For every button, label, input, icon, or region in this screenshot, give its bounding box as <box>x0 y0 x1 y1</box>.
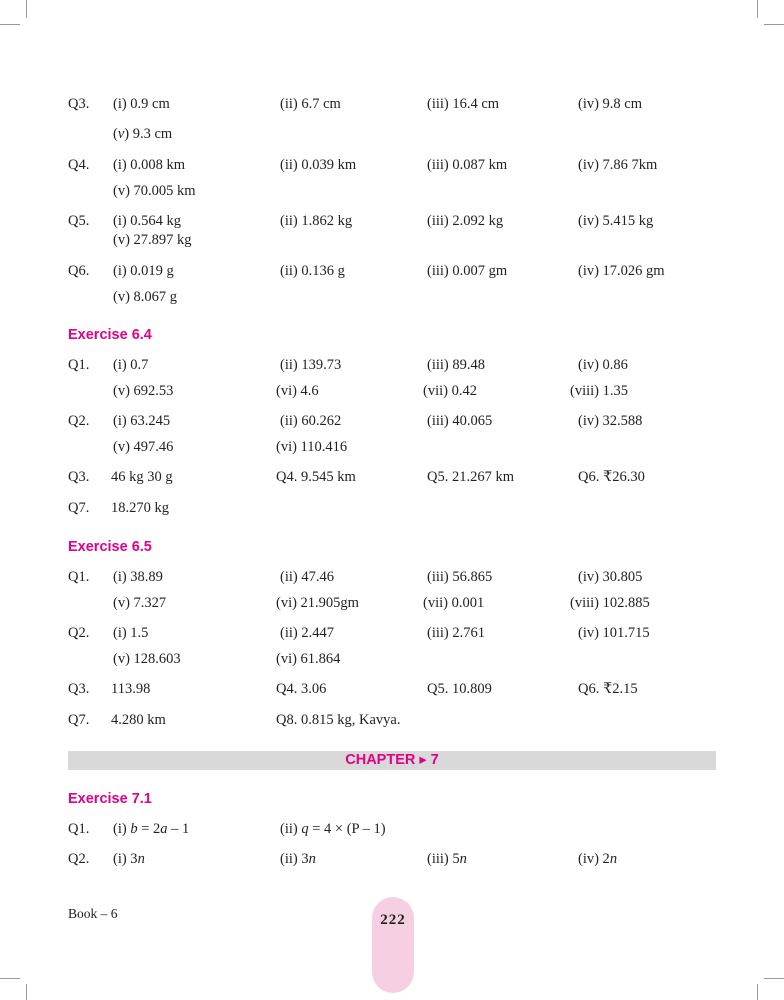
answer: (v) 8.067 g <box>113 289 178 305</box>
question-label: Q6. <box>68 263 90 279</box>
answer: (iii) 56.865 <box>427 569 493 585</box>
answer: (iii) 5n <box>427 851 467 867</box>
question-label: Q2. <box>68 413 90 429</box>
question-label: Q1. <box>68 821 90 837</box>
question-label: Q3. <box>68 96 90 112</box>
answer: (vi) 4.6 <box>276 383 319 399</box>
answer: (iii) 0.007 gm <box>427 263 508 279</box>
answer: 18.270 kg <box>111 500 169 516</box>
crop-mark <box>764 24 784 25</box>
answer: (i) 0.9 cm <box>113 96 170 112</box>
page-number: 222 <box>380 912 406 928</box>
answer: Q8. 0.815 kg, Kavya. <box>276 712 401 728</box>
chapter-title: CHAPTER ▸ 7 <box>345 752 439 768</box>
answer: (v) 9.3 cm <box>113 126 173 142</box>
question-label: Q3. <box>68 469 90 485</box>
answer: (iii) 16.4 cm <box>427 96 500 112</box>
answer: (i) 0.019 g <box>113 263 174 279</box>
crop-mark <box>764 978 784 979</box>
crop-mark <box>26 0 27 18</box>
answer: (v) 692.53 <box>113 383 174 399</box>
chapter-banner <box>68 751 716 770</box>
answer: (v) 128.603 <box>113 651 181 667</box>
answer: (i) 0.008 km <box>113 157 186 173</box>
footer-book-label: Book – 6 <box>68 906 118 921</box>
crop-mark <box>26 984 27 1000</box>
answer: (iv) 32.588 <box>578 413 643 429</box>
answer: (ii) 47.46 <box>280 569 334 585</box>
answer: (ii) 0.039 km <box>280 157 357 173</box>
answer: (i) 0.564 kg <box>113 213 182 229</box>
question-label: Q1. <box>68 569 90 585</box>
answer: (iv) 0.86 <box>578 357 628 373</box>
answer: (iv) 101.715 <box>578 625 650 641</box>
exercise-heading: Exercise 7.1 <box>68 791 152 807</box>
answer: (ii) 3n <box>280 851 316 867</box>
answer: (iv) 30.805 <box>578 569 643 585</box>
answer: (ii) 0.136 g <box>280 263 345 279</box>
answer: (iii) 0.087 km <box>427 157 508 173</box>
crop-mark <box>757 984 758 1000</box>
answer: (i) 63.245 <box>113 413 171 429</box>
answer: (ii) q = 4 × (P – 1) <box>280 821 386 837</box>
answer: (viii) 102.885 <box>570 595 650 611</box>
answer: (iv) 7.86 7km <box>578 157 658 173</box>
answer: (ii) 139.73 <box>280 357 342 373</box>
answer: (i) 38.89 <box>113 569 163 585</box>
exercise-heading: Exercise 6.4 <box>68 327 152 343</box>
answer: (viii) 1.35 <box>570 383 628 399</box>
answer: (v) 27.897 kg <box>113 232 192 248</box>
question-label: Q3. <box>68 681 90 697</box>
answer: (vi) 61.864 <box>276 651 341 667</box>
answer: (ii) 1.862 kg <box>280 213 353 229</box>
answer: (iii) 2.761 <box>427 625 485 641</box>
answer: Q6. ₹2.15 <box>578 681 638 697</box>
answer: (iii) 2.092 kg <box>427 213 504 229</box>
answer: (i) 1.5 <box>113 625 149 641</box>
answer: (i) 0.7 <box>113 357 149 373</box>
question-label: Q2. <box>68 625 90 641</box>
crop-mark <box>0 24 20 25</box>
answer: (vi) 110.416 <box>276 439 348 455</box>
answer: Q4. 3.06 <box>276 681 327 697</box>
crop-mark <box>757 0 758 18</box>
answer: (iv) 9.8 cm <box>578 96 643 112</box>
answer: (v) 497.46 <box>113 439 174 455</box>
answer: Q5. 21.267 km <box>427 469 514 485</box>
answer: 4.280 km <box>111 712 166 728</box>
question-label: Q5. <box>68 213 90 229</box>
question-label: Q7. <box>68 500 90 516</box>
answer: (iv) 5.415 kg <box>578 213 654 229</box>
answer: (vi) 21.905gm <box>276 595 359 611</box>
answer: (i) b = 2a – 1 <box>113 821 190 837</box>
question-label: Q1. <box>68 357 90 373</box>
question-label: Q7. <box>68 712 90 728</box>
answer: (v) 70.005 km <box>113 183 196 199</box>
question-label: Q2. <box>68 851 90 867</box>
answer: (i) 3n <box>113 851 145 867</box>
answer: Q6. ₹26.30 <box>578 469 645 485</box>
crop-mark <box>0 978 20 979</box>
answer: 113.98 <box>111 681 151 697</box>
answer: (iv) 17.026 gm <box>578 263 665 279</box>
answer: (iv) 2n <box>578 851 618 867</box>
answer: (iii) 40.065 <box>427 413 493 429</box>
answer: (iii) 89.48 <box>427 357 485 373</box>
answer: (ii) 60.262 <box>280 413 342 429</box>
exercise-heading: Exercise 6.5 <box>68 539 152 555</box>
answer: (vii) 0.001 <box>423 595 485 611</box>
question-label: Q4. <box>68 157 90 173</box>
answer: 46 kg 30 g <box>111 469 173 485</box>
answer: (ii) 2.447 <box>280 625 334 641</box>
answer: Q5. 10.809 <box>427 681 492 697</box>
answer: (v) 7.327 <box>113 595 167 611</box>
answer: (ii) 6.7 cm <box>280 96 341 112</box>
answer: (vii) 0.42 <box>423 383 477 399</box>
answer: Q4. 9.545 km <box>276 469 356 485</box>
